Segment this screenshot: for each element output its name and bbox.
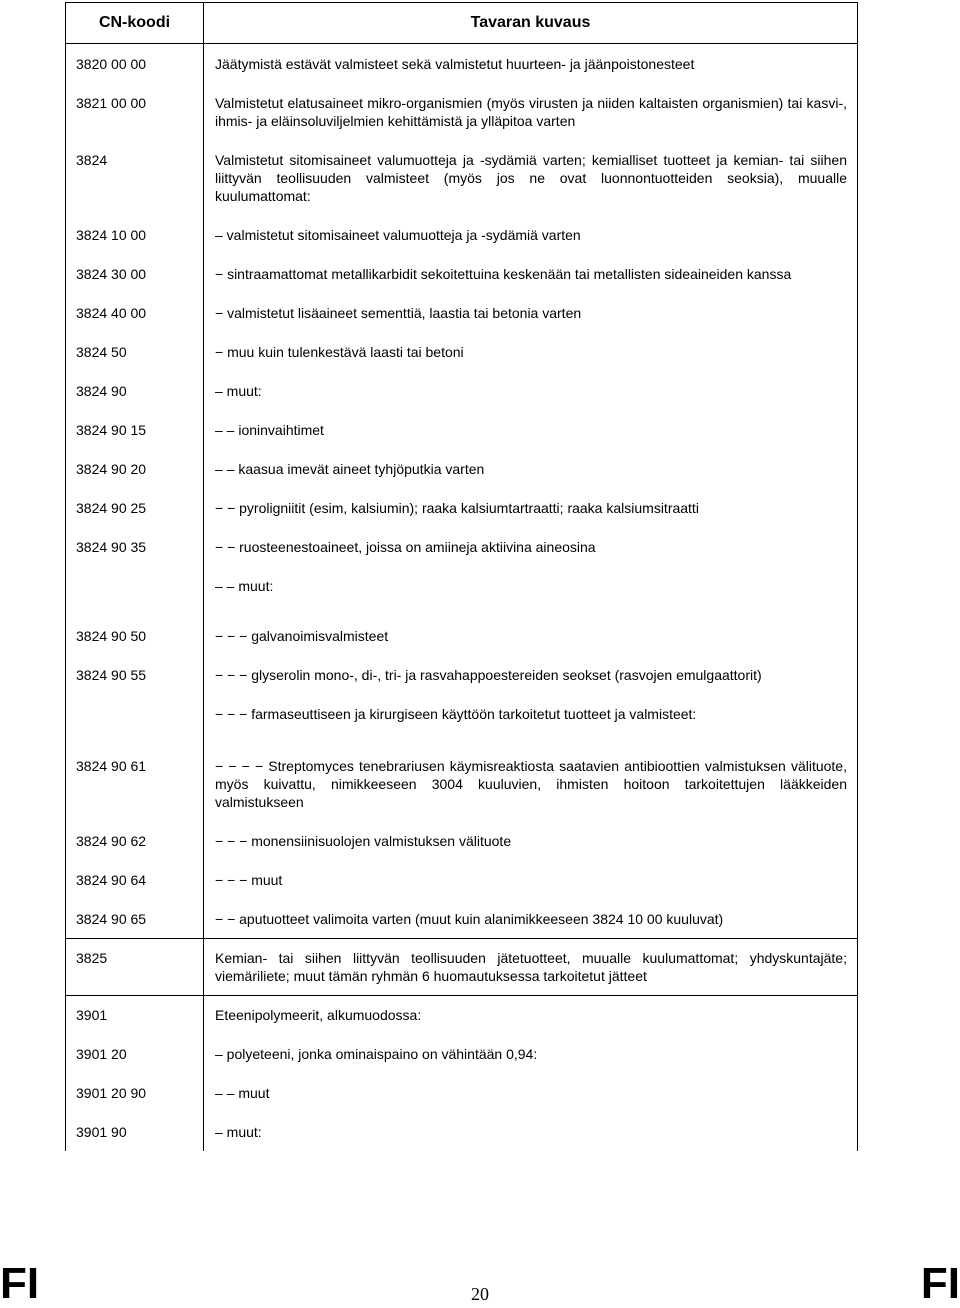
goods-description: – – muut: [215, 578, 274, 594]
goods-description: Eteenipolymeerit, alkumuodossa: [215, 1007, 422, 1023]
cn-code: 3824 90 62 [66, 821, 204, 860]
header-description: Tavaran kuvaus [470, 14, 591, 31]
footer-language-left: FI [0, 1259, 40, 1308]
cn-code: 3901 [66, 996, 204, 1034]
goods-description: – muut: [215, 1124, 262, 1140]
table-row [66, 215, 857, 254]
goods-description: − − − monensiinisuolojen valmistuksen välituote [215, 833, 512, 849]
table-row [66, 655, 857, 694]
goods-description: Kemian- tai siihen liittyvän teollisuuden jätetuotteet, muualle kuulumattomat; yhdyskuntajäte; viemäriliete; muut tämän ryhmän 6 huomautuksessa tarkoitetut jätteet [215, 950, 847, 984]
header-cn-code: CN-koodi [66, 3, 204, 43]
cn-code: 3820 00 00 [66, 44, 204, 83]
table-header [65, 2, 858, 44]
cn-code: 3824 90 15 [66, 410, 204, 449]
cn-code: 3824 [66, 140, 204, 215]
cn-code [66, 566, 204, 616]
cn-code: 3825 [66, 939, 204, 995]
table-row [66, 449, 857, 488]
table-row [66, 332, 857, 371]
goods-description: − valmistetut lisäaineet sementtiä, laastia tai betonia varten [215, 305, 582, 321]
cn-code [66, 694, 204, 746]
goods-description: Valmistetut elatusaineet mikro-organismien (myös virusten ja niiden kaltaisten organismien) tai kasvi-, ihmis- ja eläinsoluviljelmien kehittämistä ja ylläpitoa varten [215, 95, 847, 129]
table-row [66, 746, 857, 821]
table-row [66, 254, 857, 293]
goods-description: − − pyroligniitit (esim, kalsiumin); raaka kalsiumtartraatti; raaka kalsiumsitraatti [215, 500, 699, 516]
goods-description: − − − muut [215, 872, 283, 888]
cn-code: 3824 50 [66, 332, 204, 371]
cn-code: 3824 90 [66, 371, 204, 410]
table-row [66, 616, 857, 655]
table-row [66, 1073, 857, 1112]
table-row [66, 860, 857, 899]
footer-language-right: FI [920, 1259, 960, 1308]
cn-code: 3824 30 00 [66, 254, 204, 293]
cn-code: 3824 90 50 [66, 616, 204, 655]
table-row [66, 44, 857, 83]
cn-code: 3824 90 61 [66, 746, 204, 821]
goods-description: Valmistetut sitomisaineet valumuotteja ja -sydämiä varten; kemialliset tuotteet ja kemian- tai siihen liittyvän teollisuuden valmisteet (myös jos ne ovat luonnontuotteiden seoksia), muualle kuulumattomat: [215, 152, 847, 204]
goods-description: – – kaasua imevät aineet tyhjöputkia varten [215, 461, 485, 477]
cn-code: 3901 90 [66, 1112, 204, 1151]
goods-description: − − − glyserolin mono-, di-, tri- ja rasvahappoestereiden seokset (rasvojen emulgaattorit) [215, 667, 762, 683]
cn-code: 3901 20 90 [66, 1073, 204, 1112]
table-row [66, 939, 857, 995]
cn-code: 3824 90 65 [66, 899, 204, 938]
goods-description: – muut: [215, 383, 262, 399]
section-3820-3824 [65, 44, 858, 939]
cn-code: 3824 90 25 [66, 488, 204, 527]
goods-description: − sintraamattomat metallikarbidit sekoitettuina keskenään tai metallisten sideaineiden kanssa [215, 266, 792, 282]
table-row [66, 293, 857, 332]
cn-code: 3824 90 35 [66, 527, 204, 566]
page-number: 20 [471, 1284, 489, 1304]
tariff-table [65, 2, 858, 1151]
cn-code: 3821 00 00 [66, 83, 204, 140]
table-row [66, 821, 857, 860]
goods-description: – polyeteeni, jonka ominaispaino on vähintään 0,94: [215, 1046, 538, 1062]
table-row [66, 566, 857, 616]
section-3901 [65, 996, 858, 1151]
goods-description: − − ruosteenestoaineet, joissa on amiineja aktiivina aineosina [215, 539, 596, 555]
section-3825 [65, 939, 858, 996]
goods-description: − − aputuotteet valimoita varten (muut kuin alanimikkeeseen 3824 10 00 kuuluvat) [215, 911, 724, 927]
cn-code: 3824 40 00 [66, 293, 204, 332]
table-row [66, 996, 857, 1034]
goods-description: − − − galvanoimisvalmisteet [215, 628, 389, 644]
cn-code: 3824 90 64 [66, 860, 204, 899]
goods-description: – – muut [215, 1085, 270, 1101]
table-row [66, 1112, 857, 1151]
table-row [66, 410, 857, 449]
cn-code: 3901 20 [66, 1034, 204, 1073]
goods-description: – – ioninvaihtimet [215, 422, 324, 438]
table-row [66, 83, 857, 140]
table-row [66, 694, 857, 746]
table-row [66, 1034, 857, 1073]
table-row [66, 371, 857, 410]
goods-description: – valmistetut sitomisaineet valumuotteja ja -sydämiä varten [215, 227, 581, 243]
goods-description: − muu kuin tulenkestävä laasti tai betoni [215, 344, 464, 360]
goods-description: − − − farmaseuttiseen ja kirurgiseen käyttöön tarkoitetut tuotteet ja valmisteet: [215, 706, 697, 722]
cn-code: 3824 10 00 [66, 215, 204, 254]
table-row [66, 527, 857, 566]
table-row [66, 140, 857, 215]
cn-code: 3824 90 20 [66, 449, 204, 488]
table-row [66, 899, 857, 938]
goods-description: Jäätymistä estävät valmisteet sekä valmistetut huurteen- ja jäänpoistonesteet [215, 56, 695, 72]
cn-code: 3824 90 55 [66, 655, 204, 694]
goods-description: − − − − Streptomyces tenebrariusen käymisreaktiosta saatavien antibioottien valmistuksen välituote, myös kuivattu, nimikkeeseen 3004 kuuluvien, ihmisten hoitoon tarkoitettujen lääkkeiden valmistukseen [215, 758, 847, 810]
table-row [66, 488, 857, 527]
